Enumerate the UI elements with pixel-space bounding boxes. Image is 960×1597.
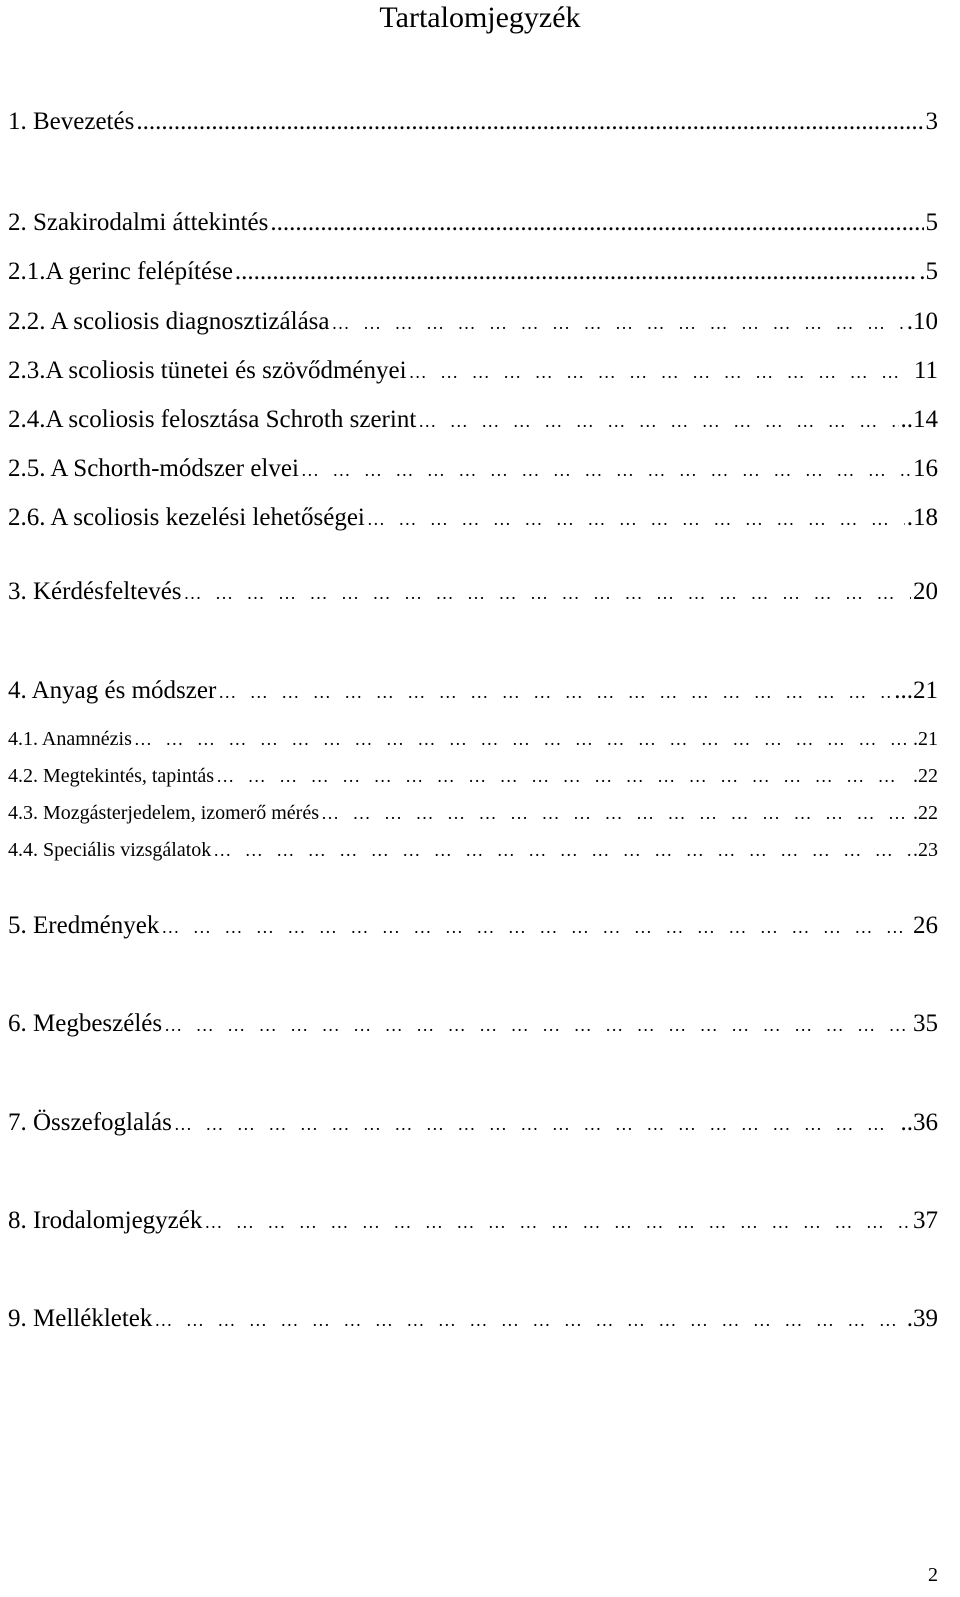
toc-leader [174, 1114, 899, 1135]
toc-entry-page: .23 [913, 839, 938, 861]
toc-entry-label: 4.4. Speciális vizsgálatok [8, 839, 212, 861]
toc-entry-label: 6. Megbeszélés [8, 1010, 163, 1037]
toc-entry-label: 2.4.A scoliosis felosztása Schroth szerint [8, 406, 417, 433]
toc-entry-label: 5. Eredmények [8, 912, 160, 939]
toc-entry-page: 37 [913, 1207, 938, 1234]
toc-entry-modszer-elvei[interactable] [8, 455, 938, 483]
toc-entry-label: 9. Mellékletek [8, 1305, 153, 1332]
toc-entry-label: 2.6. A scoliosis kezelési lehetőségei [8, 504, 365, 531]
toc-leader [134, 729, 911, 750]
toc-entry-page: ...21 [894, 677, 938, 704]
toc-entry-page: 26 [913, 912, 938, 939]
toc-entry-page: .21 [913, 728, 938, 750]
toc-entry-irodalomjegyzek[interactable] [8, 1207, 938, 1235]
toc-leader [136, 108, 923, 136]
toc-entry-anamnezis[interactable] [8, 728, 938, 751]
toc-entry-felosztasa[interactable] [8, 406, 938, 434]
toc-entry-megtekintes-tapintas[interactable] [8, 765, 938, 788]
toc-entry-kezelesi-lehetosegei[interactable] [8, 504, 938, 532]
toc-leader [409, 362, 912, 383]
toc-leader [331, 313, 904, 334]
toc-entry-page: ..14 [900, 406, 938, 433]
toc-entry-page: ..36 [900, 1109, 938, 1136]
toc-entry-page: .5 [919, 258, 938, 285]
toc-leader [184, 583, 911, 604]
toc-entry-kerdesfeltetes[interactable] [8, 578, 938, 606]
toc-entry-gerinc-felepitese[interactable] [8, 258, 938, 286]
toc-entry-page: .10 [906, 308, 938, 335]
toc-entry-label: 4.3. Mozgásterjedelem, izomerő mérés [8, 802, 319, 824]
toc-entry-page: 35 [913, 1010, 938, 1037]
toc-leader [270, 209, 923, 237]
toc-entry-label: 2.5. A Schorth-módszer elvei [8, 455, 299, 482]
toc-entry-page: .22 [913, 802, 938, 824]
toc-entry-page: 20 [913, 578, 938, 605]
toc-entry-label: 2.2. A scoliosis diagnosztizálása [8, 308, 330, 335]
toc-leader [235, 258, 917, 286]
page-title: Tartalomjegyzék [379, 1, 581, 34]
toc-entry-label: 4.2. Megtekintés, tapintás [8, 765, 215, 787]
toc-entry-mozgasterjedelem[interactable] [8, 802, 938, 825]
toc-entry-page: 16 [913, 455, 938, 482]
toc-entry-megbeszeles[interactable] [8, 1010, 938, 1038]
toc-leader [301, 460, 911, 481]
toc-leader [321, 803, 911, 824]
toc-leader [213, 840, 911, 861]
toc-leader [161, 917, 911, 938]
toc-entry-page: 5 [925, 209, 938, 236]
toc-entry-page: .18 [906, 504, 938, 531]
toc-entry-anyag-es-modszer[interactable] [8, 677, 938, 705]
toc-entry-label: 4. Anyag és módszer [8, 677, 217, 704]
toc-entry-page: .22 [913, 765, 938, 787]
page-number: 2 [928, 1564, 938, 1586]
toc-entry-specialis-vizsgalatok[interactable] [8, 839, 938, 862]
toc-entry-bevezetes[interactable] [8, 108, 938, 136]
toc-entry-tunetei[interactable] [8, 357, 938, 385]
toc-leader [154, 1310, 904, 1331]
toc-entry-page: 11 [913, 357, 938, 384]
toc-leader [418, 411, 898, 432]
toc-entry-osszefoglalas[interactable] [8, 1109, 938, 1137]
toc-entry-label: 7. Összefoglalás [8, 1109, 172, 1136]
toc-entry-eredmenyek[interactable] [8, 912, 938, 940]
toc-entry-label: 2.1.A gerinc felépítése [8, 258, 233, 285]
toc-leader [164, 1015, 911, 1036]
toc-entry-label: 8. Irodalomjegyzék [8, 1207, 203, 1234]
toc-leader [204, 1212, 911, 1233]
toc-entry-label: 1. Bevezetés [8, 108, 135, 135]
toc-entry-szakirodalmi-attekintes[interactable] [8, 209, 938, 237]
toc-entry-label: 2.3.A scoliosis tünetei és szövődményei [8, 357, 407, 384]
toc-entry-diagnosztizalasa[interactable] [8, 308, 938, 336]
toc-entry-page: .39 [906, 1305, 938, 1332]
toc-leader [216, 766, 911, 787]
toc-leader [367, 509, 905, 530]
toc-entry-mellekletek[interactable] [8, 1305, 938, 1333]
toc-entry-label: 3. Kérdésfeltevés [8, 578, 182, 605]
toc-entry-label: 4.1. Anamnézis [8, 728, 132, 750]
toc-entry-page: 3 [925, 108, 938, 135]
toc-leader [218, 682, 892, 703]
toc-entry-label: 2. Szakirodalmi áttekintés [8, 209, 269, 236]
